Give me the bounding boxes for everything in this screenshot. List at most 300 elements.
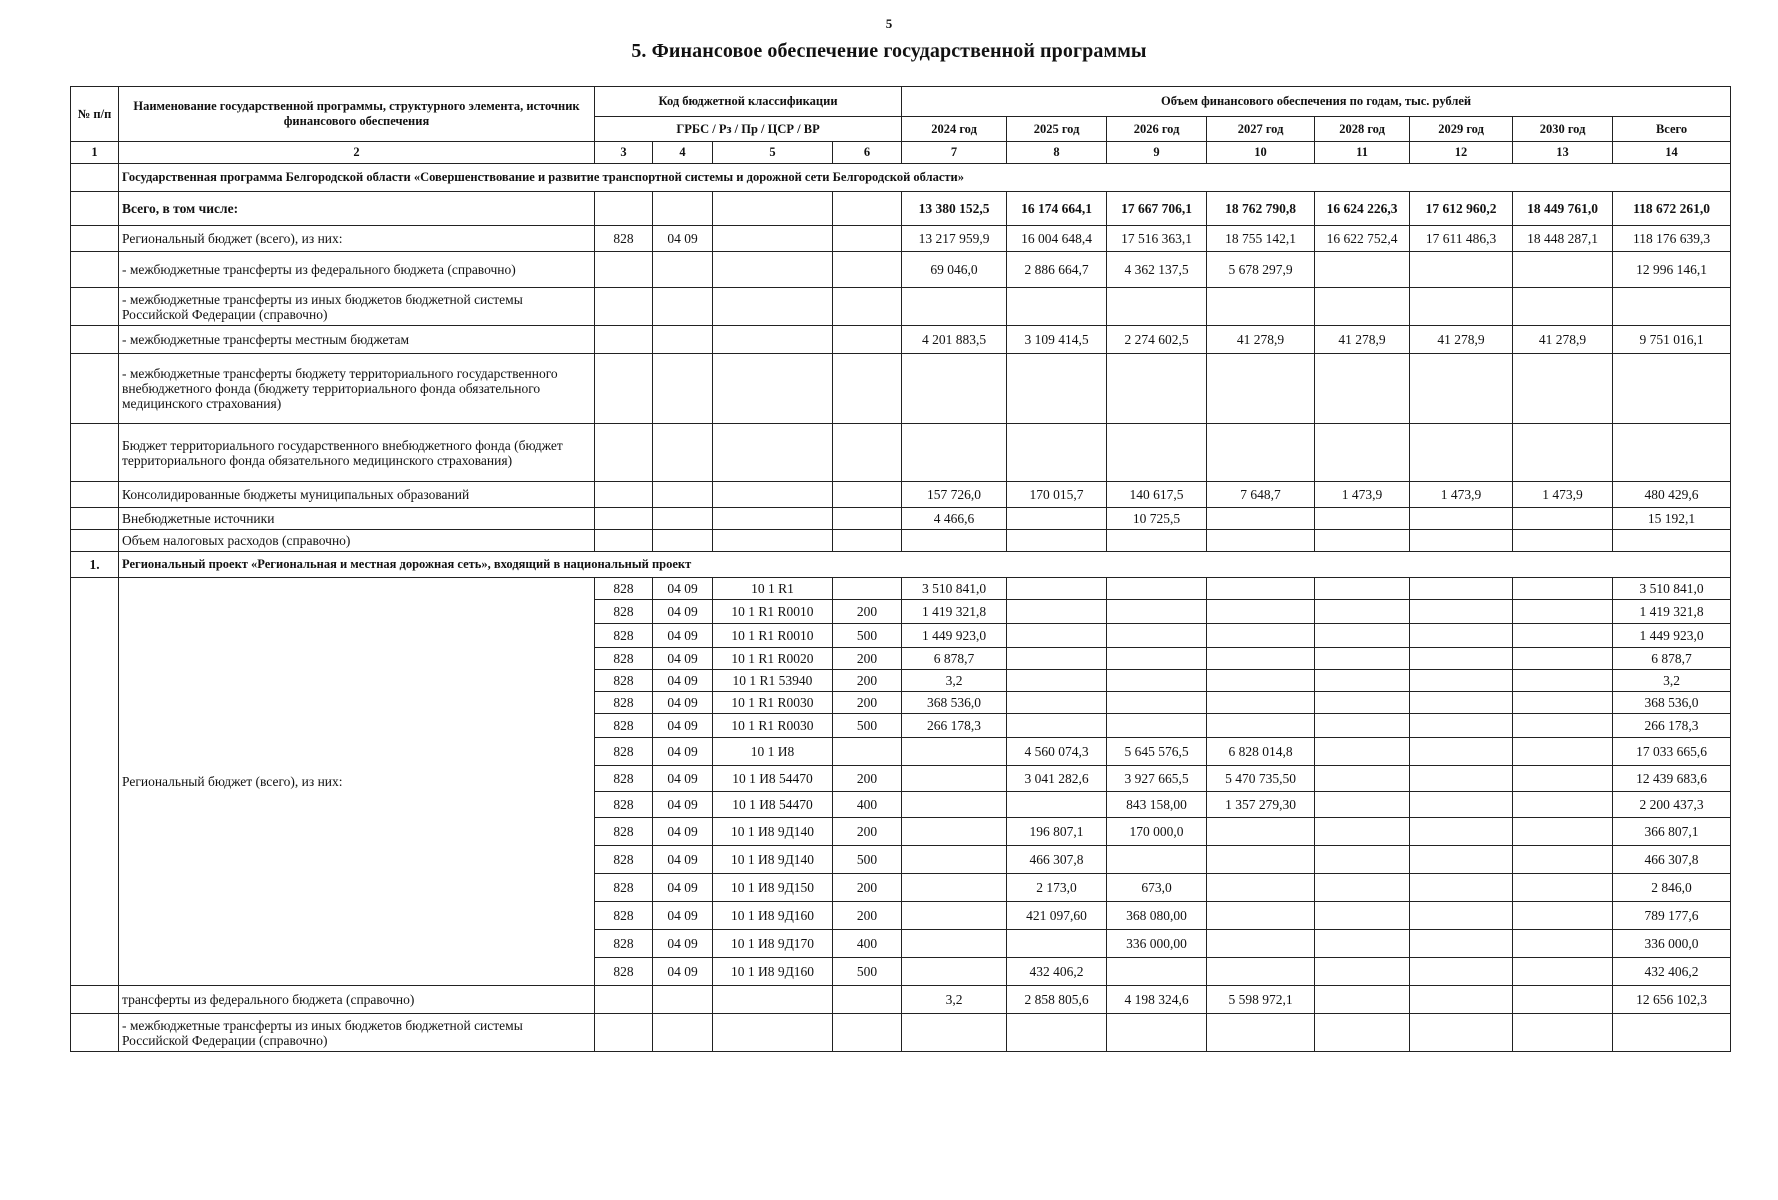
year-value <box>1410 738 1513 766</box>
year-value: 140 617,5 <box>1107 482 1207 508</box>
year-value <box>1007 648 1107 670</box>
year-value <box>1513 874 1613 902</box>
rz-pr-cell: 04 09 <box>653 930 713 958</box>
vr-cell <box>833 326 902 354</box>
year-value <box>1207 930 1315 958</box>
year-value <box>902 818 1007 846</box>
grbs-cell <box>595 354 653 424</box>
rz-pr-cell <box>653 192 713 226</box>
grbs-cell <box>595 530 653 552</box>
year-value <box>1107 714 1207 738</box>
year-value <box>1315 424 1410 482</box>
year-value: 4 198 324,6 <box>1107 986 1207 1014</box>
year-value: 2 274 602,5 <box>1107 326 1207 354</box>
year-value <box>1315 354 1410 424</box>
year-value: 5 645 576,5 <box>1107 738 1207 766</box>
year-value <box>1410 714 1513 738</box>
year-value: 13 217 959,9 <box>902 226 1007 252</box>
rz-pr-cell <box>653 326 713 354</box>
year-value <box>1315 818 1410 846</box>
year-value <box>1513 714 1613 738</box>
grbs-cell: 828 <box>595 226 653 252</box>
vr-cell: 200 <box>833 818 902 846</box>
year-value <box>1410 692 1513 714</box>
year-value: 7 648,7 <box>1207 482 1315 508</box>
rz-pr-cell <box>653 508 713 530</box>
grbs-cell: 828 <box>595 670 653 692</box>
csr-cell: 10 1 R1 R0020 <box>713 648 833 670</box>
year-value: 157 726,0 <box>902 482 1007 508</box>
year-value <box>1410 530 1513 552</box>
year-value <box>1315 958 1410 986</box>
row-number <box>71 288 119 326</box>
grbs-cell: 828 <box>595 818 653 846</box>
year-value <box>1207 846 1315 874</box>
row-label: - межбюджетные трансферты бюджету территориального государственного внебюджетного фонда (бюджету территориального фонда обязательного медицинского страхования) <box>119 354 595 424</box>
year-value <box>1513 648 1613 670</box>
year-value <box>902 902 1007 930</box>
rz-pr-cell <box>653 482 713 508</box>
row-number <box>71 424 119 482</box>
year-value <box>1107 1014 1207 1052</box>
total-value: 15 192,1 <box>1613 508 1731 530</box>
year-value <box>1107 692 1207 714</box>
year-value <box>1410 958 1513 986</box>
year-value <box>1315 508 1410 530</box>
year-value <box>1513 600 1613 624</box>
vr-cell: 500 <box>833 846 902 874</box>
year-value <box>1513 902 1613 930</box>
year-value <box>1315 792 1410 818</box>
year-value: 17 667 706,1 <box>1107 192 1207 226</box>
vr-cell <box>833 508 902 530</box>
row-number <box>71 192 119 226</box>
year-value: 466 307,8 <box>1007 846 1107 874</box>
year-value <box>902 792 1007 818</box>
grbs-cell <box>595 482 653 508</box>
year-value: 843 158,00 <box>1107 792 1207 818</box>
total-value: 9 751 016,1 <box>1613 326 1731 354</box>
vr-cell <box>833 482 902 508</box>
year-value <box>1007 600 1107 624</box>
total-value <box>1613 530 1731 552</box>
rz-pr-cell: 04 09 <box>653 578 713 600</box>
program-row <box>71 288 1731 326</box>
csr-cell: 10 1 И8 54470 <box>713 792 833 818</box>
year-value <box>1207 424 1315 482</box>
grbs-cell <box>595 288 653 326</box>
csr-cell <box>713 252 833 288</box>
total-value <box>1613 424 1731 482</box>
row-label: Региональный бюджет (всего), из них: <box>119 226 595 252</box>
row-label: Всего, в том числе: <box>119 192 595 226</box>
year-value <box>902 930 1007 958</box>
row-label: Консолидированные бюджеты муниципальных образований <box>119 482 595 508</box>
year-value <box>1315 252 1410 288</box>
vr-cell: 200 <box>833 902 902 930</box>
program-row <box>71 226 1731 252</box>
year-value: 4 560 074,3 <box>1007 738 1107 766</box>
csr-cell <box>713 530 833 552</box>
year-value <box>1315 930 1410 958</box>
csr-cell: 10 1 И8 54470 <box>713 766 833 792</box>
total-value: 118 176 639,3 <box>1613 226 1731 252</box>
year-value <box>1513 508 1613 530</box>
year-value <box>1410 846 1513 874</box>
rz-pr-cell <box>653 288 713 326</box>
year-value: 1 473,9 <box>1410 482 1513 508</box>
year-value <box>1410 354 1513 424</box>
year-value <box>1207 692 1315 714</box>
header-year: 2026 год <box>1107 117 1207 142</box>
rz-pr-cell: 04 09 <box>653 902 713 930</box>
grbs-cell: 828 <box>595 766 653 792</box>
rz-pr-cell <box>653 424 713 482</box>
year-value <box>1007 508 1107 530</box>
grbs-cell: 828 <box>595 930 653 958</box>
year-value: 41 278,9 <box>1207 326 1315 354</box>
row-label: - межбюджетные трансферты местным бюджетам <box>119 326 595 354</box>
grbs-cell: 828 <box>595 792 653 818</box>
header-volume: Объем финансового обеспечения по годам, тыс. рублей <box>902 87 1731 117</box>
year-value <box>1107 288 1207 326</box>
row-number <box>71 354 119 424</box>
year-value: 41 278,9 <box>1315 326 1410 354</box>
year-value: 1 419 321,8 <box>902 600 1007 624</box>
year-value <box>1410 424 1513 482</box>
vr-cell <box>833 252 902 288</box>
year-value: 5 598 972,1 <box>1207 986 1315 1014</box>
year-value <box>1207 714 1315 738</box>
project-number: 1. <box>71 552 119 578</box>
year-value: 16 004 648,4 <box>1007 226 1107 252</box>
year-value <box>1410 1014 1513 1052</box>
vr-cell: 400 <box>833 792 902 818</box>
project-row <box>71 578 1731 600</box>
table-header <box>71 87 1731 164</box>
csr-cell: 10 1 R1 R0010 <box>713 624 833 648</box>
grbs-cell: 828 <box>595 874 653 902</box>
year-value <box>1410 874 1513 902</box>
rz-pr-cell: 04 09 <box>653 766 713 792</box>
header-year: 2025 год <box>1007 117 1107 142</box>
total-value: 3 510 841,0 <box>1613 578 1731 600</box>
total-value: 3,2 <box>1613 670 1731 692</box>
year-value: 5 678 297,9 <box>1207 252 1315 288</box>
csr-cell: 10 1 И8 9Д140 <box>713 846 833 874</box>
row-number <box>71 482 119 508</box>
year-value <box>1410 986 1513 1014</box>
column-number: 11 <box>1315 142 1410 164</box>
year-value <box>902 1014 1007 1052</box>
column-number: 3 <box>595 142 653 164</box>
year-value <box>1315 288 1410 326</box>
rz-pr-cell: 04 09 <box>653 846 713 874</box>
program-row <box>71 192 1731 226</box>
year-value <box>1107 624 1207 648</box>
csr-cell <box>713 226 833 252</box>
year-value <box>1315 1014 1410 1052</box>
project-title-row <box>71 552 1731 578</box>
program-row <box>71 424 1731 482</box>
year-value: 3 927 665,5 <box>1107 766 1207 792</box>
header-name: Наименование государственной программы, структурного элемента, источник финансового обеспечения <box>119 87 595 142</box>
project-title: Региональный проект «Региональная и местная дорожная сеть», входящий в национальный проект <box>119 552 1731 578</box>
vr-cell <box>833 530 902 552</box>
year-value <box>1107 670 1207 692</box>
year-value <box>1107 578 1207 600</box>
csr-cell <box>713 482 833 508</box>
header-year: 2029 год <box>1410 117 1513 142</box>
rz-pr-cell: 04 09 <box>653 624 713 648</box>
year-value <box>1513 288 1613 326</box>
year-value <box>1410 578 1513 600</box>
financial-table <box>70 86 1731 1052</box>
row-number <box>71 530 119 552</box>
year-value <box>1207 648 1315 670</box>
row-number <box>71 508 119 530</box>
year-value <box>1207 508 1315 530</box>
vr-cell <box>833 226 902 252</box>
program-row <box>71 252 1731 288</box>
csr-cell: 10 1 И8 9Д150 <box>713 874 833 902</box>
year-value <box>1410 930 1513 958</box>
year-value: 421 097,60 <box>1007 902 1107 930</box>
row-number <box>71 986 119 1014</box>
year-value <box>1207 902 1315 930</box>
year-value <box>1207 624 1315 648</box>
csr-cell: 10 1 R1 <box>713 578 833 600</box>
row-number <box>71 252 119 288</box>
year-value <box>1007 354 1107 424</box>
total-value <box>1613 288 1731 326</box>
vr-cell <box>833 288 902 326</box>
total-value: 466 307,8 <box>1613 846 1731 874</box>
csr-cell <box>713 1014 833 1052</box>
year-value <box>1107 424 1207 482</box>
vr-cell: 200 <box>833 600 902 624</box>
csr-cell <box>713 192 833 226</box>
year-value <box>1315 766 1410 792</box>
grbs-cell <box>595 326 653 354</box>
header-year: 2028 год <box>1315 117 1410 142</box>
year-value <box>1315 986 1410 1014</box>
rz-pr-cell: 04 09 <box>653 792 713 818</box>
total-value: 1 419 321,8 <box>1613 600 1731 624</box>
program-row <box>71 482 1731 508</box>
year-value <box>1107 354 1207 424</box>
total-value: 12 439 683,6 <box>1613 766 1731 792</box>
year-value: 1 473,9 <box>1315 482 1410 508</box>
total-value: 336 000,0 <box>1613 930 1731 958</box>
year-value: 368 080,00 <box>1107 902 1207 930</box>
year-value: 368 536,0 <box>902 692 1007 714</box>
grbs-cell <box>595 192 653 226</box>
year-value <box>1207 958 1315 986</box>
csr-cell: 10 1 И8 9Д170 <box>713 930 833 958</box>
grbs-cell: 828 <box>595 600 653 624</box>
year-value: 16 622 752,4 <box>1315 226 1410 252</box>
grbs-cell <box>595 1014 653 1052</box>
year-value <box>1207 818 1315 846</box>
year-value: 2 858 805,6 <box>1007 986 1107 1014</box>
year-value <box>1513 578 1613 600</box>
total-value: 789 177,6 <box>1613 902 1731 930</box>
year-value: 41 278,9 <box>1410 326 1513 354</box>
year-value <box>1513 354 1613 424</box>
year-value <box>1207 670 1315 692</box>
vr-cell <box>833 192 902 226</box>
row-number <box>71 226 119 252</box>
year-value <box>1315 874 1410 902</box>
grbs-cell: 828 <box>595 624 653 648</box>
grbs-cell <box>595 252 653 288</box>
year-value <box>902 874 1007 902</box>
column-number: 8 <box>1007 142 1107 164</box>
year-value: 10 725,5 <box>1107 508 1207 530</box>
year-value: 18 755 142,1 <box>1207 226 1315 252</box>
year-value: 6 878,7 <box>902 648 1007 670</box>
regional-budget-label: Региональный бюджет (всего), из них: <box>119 578 595 986</box>
year-value: 6 828 014,8 <box>1207 738 1315 766</box>
header-total: Всего <box>1613 117 1731 142</box>
year-value <box>1513 930 1613 958</box>
year-value: 196 807,1 <box>1007 818 1107 846</box>
row-label: Бюджет территориального государственного внебюджетного фонда (бюджет территориального фонда обязательного медицинского страхования) <box>119 424 595 482</box>
year-value: 1 357 279,30 <box>1207 792 1315 818</box>
year-value: 3 510 841,0 <box>902 578 1007 600</box>
year-value: 69 046,0 <box>902 252 1007 288</box>
year-value <box>1315 530 1410 552</box>
year-value <box>1410 624 1513 648</box>
header-year: 2030 год <box>1513 117 1613 142</box>
year-value <box>1513 958 1613 986</box>
program-title-row <box>71 164 1731 192</box>
year-value <box>1007 692 1107 714</box>
year-value <box>902 288 1007 326</box>
csr-cell: 10 1 R1 R0030 <box>713 692 833 714</box>
year-value <box>1513 738 1613 766</box>
vr-cell <box>833 1014 902 1052</box>
year-value <box>1513 530 1613 552</box>
program-row <box>71 326 1731 354</box>
year-value <box>1007 930 1107 958</box>
grbs-cell <box>595 424 653 482</box>
year-value <box>902 424 1007 482</box>
vr-cell <box>833 578 902 600</box>
rz-pr-cell: 04 09 <box>653 692 713 714</box>
rz-pr-cell <box>653 1014 713 1052</box>
year-value <box>1107 846 1207 874</box>
year-value: 3 041 282,6 <box>1007 766 1107 792</box>
total-value: 366 807,1 <box>1613 818 1731 846</box>
vr-cell: 400 <box>833 930 902 958</box>
header-budget-code-sub: ГРБС / Рз / Пр / ЦСР / ВР <box>595 117 902 142</box>
year-value: 3,2 <box>902 670 1007 692</box>
total-value: 2 200 437,3 <box>1613 792 1731 818</box>
year-value: 2 886 664,7 <box>1007 252 1107 288</box>
year-value <box>1513 766 1613 792</box>
total-value: 6 878,7 <box>1613 648 1731 670</box>
csr-cell: 10 1 R1 R0010 <box>713 600 833 624</box>
year-value: 266 178,3 <box>902 714 1007 738</box>
rz-pr-cell: 04 09 <box>653 670 713 692</box>
year-value: 170 015,7 <box>1007 482 1107 508</box>
grbs-cell: 828 <box>595 958 653 986</box>
year-value <box>1513 846 1613 874</box>
year-value <box>1513 818 1613 846</box>
row-number-empty <box>71 164 119 192</box>
year-value: 3 109 414,5 <box>1007 326 1107 354</box>
year-value <box>1315 738 1410 766</box>
year-value: 5 470 735,50 <box>1207 766 1315 792</box>
year-value: 16 624 226,3 <box>1315 192 1410 226</box>
year-value <box>902 958 1007 986</box>
year-value <box>1107 958 1207 986</box>
total-value: 2 846,0 <box>1613 874 1731 902</box>
vr-cell: 200 <box>833 648 902 670</box>
year-value <box>1513 252 1613 288</box>
column-number: 5 <box>713 142 833 164</box>
csr-cell <box>713 424 833 482</box>
year-value: 1 473,9 <box>1513 482 1613 508</box>
column-number: 10 <box>1207 142 1315 164</box>
total-value: 1 449 923,0 <box>1613 624 1731 648</box>
rz-pr-cell <box>653 354 713 424</box>
csr-cell: 10 1 R1 R0030 <box>713 714 833 738</box>
rz-pr-cell: 04 09 <box>653 226 713 252</box>
column-number: 6 <box>833 142 902 164</box>
year-value <box>1513 424 1613 482</box>
column-number: 14 <box>1613 142 1731 164</box>
total-value <box>1613 354 1731 424</box>
year-value <box>1315 692 1410 714</box>
year-value <box>1513 986 1613 1014</box>
rz-pr-cell <box>653 986 713 1014</box>
row-label: - межбюджетные трансферты из федерального бюджета (справочно) <box>119 252 595 288</box>
grbs-cell: 828 <box>595 648 653 670</box>
grbs-cell: 828 <box>595 578 653 600</box>
total-value: 368 536,0 <box>1613 692 1731 714</box>
year-value <box>1410 252 1513 288</box>
year-value: 17 612 960,2 <box>1410 192 1513 226</box>
rz-pr-cell: 04 09 <box>653 818 713 846</box>
csr-cell <box>713 508 833 530</box>
rz-pr-cell: 04 09 <box>653 874 713 902</box>
vr-cell: 500 <box>833 958 902 986</box>
vr-cell <box>833 424 902 482</box>
year-value: 4 201 883,5 <box>902 326 1007 354</box>
rz-pr-cell: 04 09 <box>653 648 713 670</box>
year-value: 336 000,00 <box>1107 930 1207 958</box>
year-value <box>1007 624 1107 648</box>
vr-cell <box>833 738 902 766</box>
row-number <box>71 326 119 354</box>
total-value: 432 406,2 <box>1613 958 1731 986</box>
page-number: 5 <box>885 16 893 31</box>
year-value: 4 466,6 <box>902 508 1007 530</box>
year-value <box>1315 624 1410 648</box>
project-tail-row <box>71 1014 1731 1052</box>
column-number: 1 <box>71 142 119 164</box>
vr-cell <box>833 354 902 424</box>
year-value <box>902 354 1007 424</box>
csr-cell <box>713 354 833 424</box>
total-value: 266 178,3 <box>1613 714 1731 738</box>
total-value: 12 996 146,1 <box>1613 252 1731 288</box>
total-value <box>1613 1014 1731 1052</box>
program-title: Государственная программа Белгородской области «Совершенствование и развитие транспортной системы и дорожной сети Белгородской области» <box>119 164 1731 192</box>
